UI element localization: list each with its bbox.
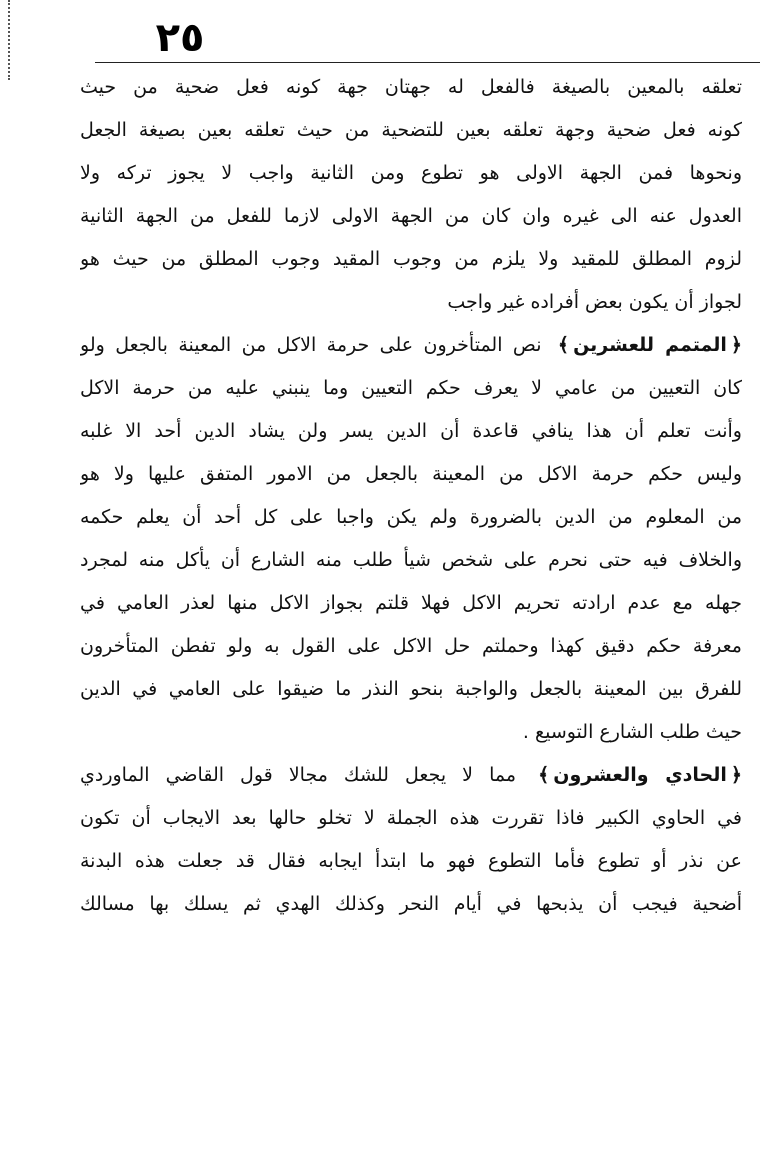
binding-edge-marks [8, 0, 20, 80]
line-text: كان التعيين من عامي لا يعرف حكم التعيين وما ينبني عليه من حرمة الاكل [80, 377, 742, 399]
text-line [80, 152, 742, 195]
text-line [80, 410, 742, 453]
line-text: أضحية فيجب أن يذبحها في أيام النحر وكذلك الهدي ثم يسلك بها مسالك [80, 893, 742, 915]
line-text: معرفة حكم دقيق كهذا وحملتم حل الاكل على القول به ولو تفطن المتأخرون [80, 635, 742, 657]
line-text: عن نذر أو تطوع فأما التطوع فهو ما ابتدأ ايجابه فقال قد جعلت هذه البدنة [80, 850, 742, 872]
line-text: والخلاف فيه حتى نحرم على شخص شيأ طلب منه الشارع أن يأكل منه لمجرد [80, 549, 742, 571]
text-line [80, 453, 742, 496]
section-heading: ﴿ المتمم للعشرين ﴾ [558, 334, 742, 356]
line-text: مما لا يجعل للشك مجالا قول القاضي الماوردي [80, 764, 517, 786]
section-heading: ﴿ الحادي والعشرون ﴾ [538, 764, 742, 786]
line-text: العدول عنه الى غيره وان كان من الجهة الاولى لازما للفعل من الجهة الثانية [80, 205, 742, 227]
body-text [80, 66, 742, 926]
line-text: لجواز أن يكون بعض أفراده غير واجب [447, 291, 742, 313]
line-text: لزوم المطلق للمقيد ولا يلزم من وجوب المقيد وجوب المطلق من حيث هو [80, 248, 742, 270]
line-text: من المعلوم من الدين بالضرورة ولم يكن واجبا على كل أحد أن يعلم حكمه [80, 506, 742, 528]
line-text: كونه فعل ضحية وجهة تعلقه بعين للتضحية من حيث تعلقه بعين بصيغة الجعل [80, 119, 742, 141]
text-line [80, 109, 742, 152]
line-text: ونحوها فمن الجهة الاولى هو تطوع ومن الثانية واجب لا يجوز تركه ولا [80, 162, 742, 184]
text-line [80, 281, 742, 324]
text-line [80, 195, 742, 238]
line-text: وليس حكم حرمة الاكل من المعينة بالجعل من الامور المتفق عليها ولا هو [80, 463, 742, 485]
text-line [80, 797, 742, 840]
text-line [80, 324, 742, 367]
line-text: في الحاوي الكبير فاذا تقررت هذه الجملة لا تخلو حالها بعد الايجاب أن تكون [80, 807, 742, 829]
text-line [80, 66, 742, 109]
text-line [80, 367, 742, 410]
line-text: جهله مع عدم ارادته تحريم الاكل فهلا قلتم بجواز الاكل منها لعذر العامي في [80, 592, 742, 614]
page-number: ٢٥ [155, 15, 205, 61]
line-text: حيث طلب الشارع التوسيع . [522, 721, 742, 743]
header-rule [95, 62, 760, 63]
text-line [80, 883, 742, 926]
text-line [80, 711, 742, 754]
text-line [80, 668, 742, 711]
text-line [80, 238, 742, 281]
text-line [80, 582, 742, 625]
text-line [80, 625, 742, 668]
text-line [80, 754, 742, 797]
line-text: للفرق بين المعينة بالجعل والواجبة بنحو النذر ما ضيقوا على العامي في الدين [80, 678, 742, 700]
line-text: تعلقه بالمعين بالصيغة فالفعل له جهتان جهة كونه فعل ضحية من حيث [80, 76, 742, 98]
line-text: وأنت تعلم أن هذا ينافي قاعدة أن الدين يسر ولن يشاد الدين أحد الا غلبه [80, 420, 742, 442]
line-text: نص المتأخرون على حرمة الاكل من المعينة بالجعل ولو [80, 334, 542, 356]
text-line [80, 496, 742, 539]
text-line [80, 539, 742, 582]
text-line [80, 840, 742, 883]
